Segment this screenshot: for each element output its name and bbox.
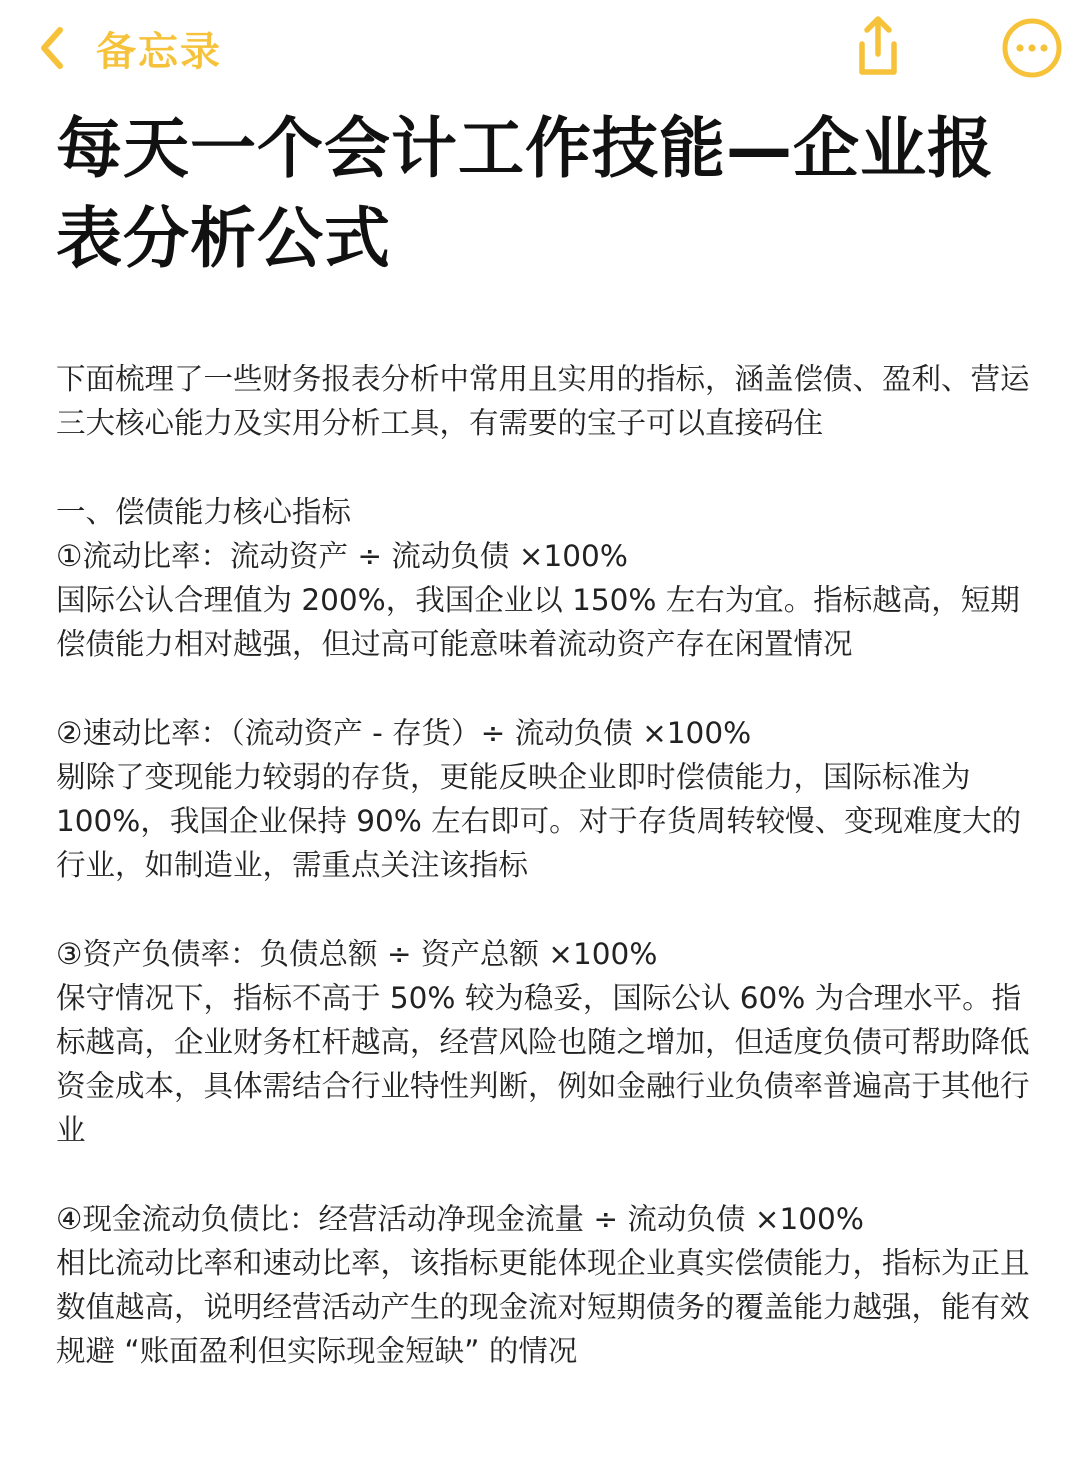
item-formula: ①流动比率：流动资产 ÷ 流动负债 ×100% [56,538,628,573]
chevron-left-icon [38,26,66,70]
back-label: 备忘录 [96,28,222,75]
item-formula: ②速动比率：（流动资产 - 存货）÷ 流动负债 ×100% [56,715,752,750]
blank-line [56,445,1031,489]
item-description: 保守情况下，指标不高于 50% 较为稳妥，国际公认 60% 为合理水平。指标越高，企业财务杠杆越高，经营风险也随之增加，但适度负债可帮助降低资金成本，具体需结合行业特性判断，例如金融行业负债率普遍高于其他行业 [56,980,1030,1148]
note-title: 每天一个会计工作技能—企业报表分析公式 [56,110,994,277]
blank-line [56,887,1031,931]
note-body [56,357,1031,1374]
more-button[interactable] [1001,17,1063,79]
item-description: 剔除了变现能力较弱的存货，更能反映企业即时偿债能力，国际标准为 100%，我国企业保持 90% 左右即可。对于存货周转较慢、变现难度大的行业，如制造业，需重点关注该指标 [56,759,1022,883]
section-heading: 一、偿债能力核心指标 [56,494,352,529]
blank-line [56,1153,1031,1197]
more-icon [1001,64,1063,83]
share-button[interactable] [848,14,908,78]
back-button[interactable] [38,18,222,78]
blank-line [56,666,1031,710]
item-description: 相比流动比率和速动比率，该指标更能体现企业真实偿债能力，指标为正且数值越高，说明经营活动产生的现金流对短期债务的覆盖能力越强，能有效规避 “账面盈利但实际现金短缺” 的情况 [56,1246,1030,1369]
item-formula: ④现金流动负债比：经营活动净现金流量 ÷ 流动负债 ×100% [56,1201,864,1236]
intro-paragraph: 下面梳理了一些财务报表分析中常用且实用的指标，涵盖偿债、盈利、营运三大核心能力及实用分析工具，有需要的宝子可以直接码住 [56,362,1030,441]
item-description: 国际公认合理值为 200%，我国企业以 150% 左右为宜。指标越高，短期偿债能力相对越强，但过高可能意味着流动资产存在闲置情况 [56,583,1020,662]
item-formula: ③资产负债率：负债总额 ÷ 资产总额 ×100% [56,936,658,971]
share-icon [848,63,908,82]
nav-bar [0,0,1080,96]
